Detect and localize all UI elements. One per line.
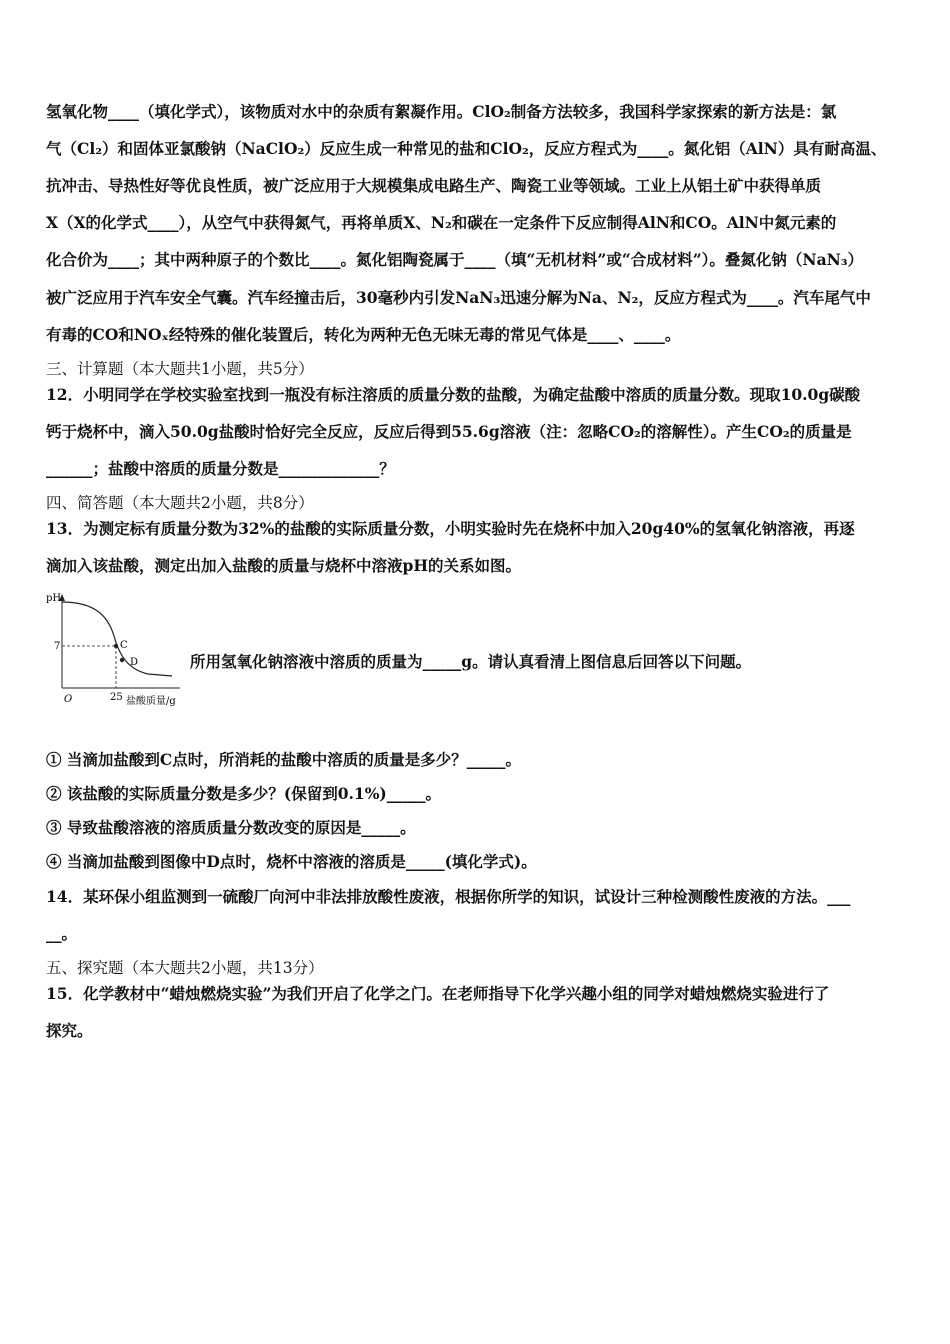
y-axis-label: pH: [46, 593, 62, 604]
question-15-line: 探究。: [46, 1021, 93, 1040]
question-12-line: 12．小明同学在学校实验室找到一瓶没有标注溶质的质量分数的盐酸，为确定盐酸中溶质的质量分数。现取10.0g碳酸: [46, 385, 861, 404]
question-14-line: __。: [46, 924, 78, 943]
point-c-label: C: [120, 640, 128, 651]
sub-question: ② 该盐酸的实际质量分数是多少？(保留到0.1%)_____。: [46, 784, 442, 803]
question-14-line: 14．某环保小组监测到一硫酸厂向河中非法排放酸性废液，根据你所学的知识，试设计三种检测酸性废液的方法。___: [46, 887, 851, 906]
figure-side-text: 所用氢氧化钠溶液中溶质的质量为_____g。请认真看清上图信息后回答以下问题。: [190, 652, 752, 671]
y-tick-label: 7: [54, 641, 61, 652]
question-12-line: 钙于烧杯中，滴入50.0g盐酸时恰好完全反应，反应后得到55.6g溶液（注：忽略CO₂的溶解性）。产生CO₂的质量是: [46, 422, 852, 441]
x-axis-label: 盐酸质量/g: [126, 696, 176, 707]
question-13-line: 滴加入该盐酸，测定出加入盐酸的质量与烧杯中溶液pH的关系如图。: [46, 556, 521, 575]
text-line: 氢氧化物____（填化学式），该物质对水中的杂质有絮凝作用。ClO₂制备方法较多，我国科学家探索的新方法是：氯: [46, 102, 837, 121]
section-heading: 四、简答题（本大题共2小题，共8分）: [46, 494, 314, 512]
text-line: 抗冲击、导热性好等优良性质，被广泛应用于大规模集成电路生产、陶瓷工业等领域。工业上从铝土矿中获得单质: [46, 176, 822, 195]
text-line: X（X的化学式____），从空气中获得氮气，再将单质X、N₂和碳在一定条件下反应制得AlN和CO。AlN中氮元素的: [46, 213, 837, 232]
ph-curve: [62, 602, 172, 676]
sub-question: ① 当滴加盐酸到C点时，所消耗的盐酸中溶质的质量是多少？_____。: [46, 750, 521, 769]
ph-chart: [40, 588, 190, 708]
point-d-label: D: [130, 657, 139, 668]
sub-question: ③ 导致盐酸溶液的溶质质量分数改变的原因是_____。: [46, 818, 416, 837]
section-heading: 三、计算题（本大题共1小题，共5分）: [46, 360, 314, 378]
question-12-line: ______；盐酸中溶质的质量分数是_____________？: [46, 459, 395, 478]
point-c: [114, 644, 118, 648]
origin-label: O: [64, 694, 73, 705]
question-15-line: 15．化学教材中“蜡烛燃烧实验”为我们开启了化学之门。在老师指导下化学兴趣小组的同学对蜡烛燃烧实验进行了: [46, 984, 830, 1003]
x-tick-label: 25: [110, 692, 123, 703]
sub-question: ④ 当滴加盐酸到图像中D点时，烧杯中溶液的溶质是_____(填化学式)。: [46, 852, 537, 871]
point-d: [120, 658, 124, 662]
text-line: 被广泛应用于汽车安全气囊。汽车经撞击后，30毫秒内引发NaN₃迅速分解为Na、N₂，反应方程式为____。汽车尾气中: [46, 288, 871, 307]
section-heading: 五、探究题（本大题共2小题，共13分）: [46, 959, 324, 977]
text-line: 化合价为____；其中两种原子的个数比____。氮化铝陶瓷属于____（填“无机材料”或“合成材料”）。叠氮化钠（NaN₃）: [46, 250, 864, 269]
question-13-line: 13．为测定标有质量分数为32%的盐酸的实际质量分数，小明实验时先在烧杯中加入20g40%的氢氧化钠溶液，再逐: [46, 519, 855, 538]
text-line: 有毒的CO和NOₓ经特殊的催化装置后，转化为两种无色无味无毒的常见气体是____、____。: [46, 325, 681, 344]
text-line: 气（Cl₂）和固体亚氯酸钠（NaClO₂）反应生成一种常见的盐和ClO₂，反应方程式为____。氮化铝（AlN）具有耐高温、: [46, 139, 887, 158]
